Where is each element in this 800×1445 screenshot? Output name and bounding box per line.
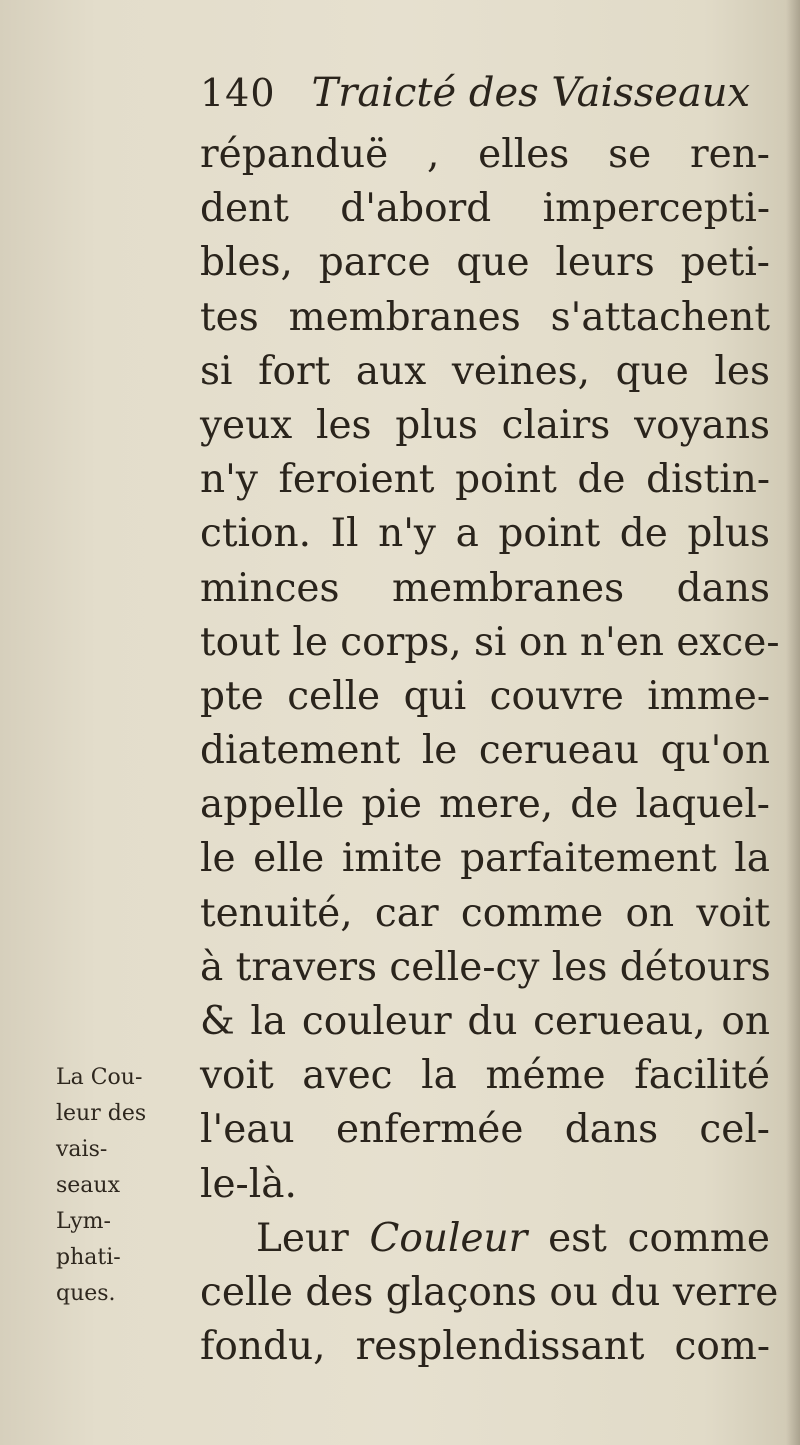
text-line: & la couleur du cerueau, on — [200, 999, 770, 1044]
text-line: répanduë , elles se ren- — [200, 132, 770, 177]
text-line: tes membranes s'attachent — [200, 294, 770, 340]
running-title: Traicté des Vaisseaux — [311, 70, 751, 116]
text-line: n'y feroient point de distin- — [200, 457, 770, 503]
text-line: si fort aux veines, que les — [200, 348, 770, 394]
text-line: diatement le cerueau qu'on — [200, 728, 770, 774]
text-line: à travers celle-cy les détours — [200, 944, 771, 990]
para2-prefix: Leur — [256, 1215, 370, 1261]
page-number: 140 — [200, 71, 276, 115]
margin-note-line: leur des — [56, 1101, 147, 1126]
body-text — [200, 128, 780, 1374]
text-line: tout le corps, si on n'en exce- — [200, 619, 780, 665]
page-header — [200, 70, 760, 130]
margin-note-line: phati- — [56, 1245, 121, 1270]
text-line: yeux les plus clairs voyans — [200, 402, 770, 448]
text-line: celle des glaçons ou du verre — [200, 1269, 779, 1315]
page-edge-shadow — [786, 0, 800, 1445]
margin-note-line: ques. — [56, 1281, 116, 1306]
italic-term: Couleur — [369, 1215, 528, 1261]
margin-note-line: vais- — [56, 1137, 108, 1162]
text-line: l'eau enfermée dans cel- — [200, 1107, 770, 1153]
para2-suffix: est comme — [527, 1215, 770, 1261]
text-line: ction. Il n'y a point de plus — [200, 511, 770, 557]
margin-note — [56, 1060, 176, 1312]
text-line: voit avec la méme facilité — [200, 1053, 770, 1099]
margin-note-line: seaux — [56, 1173, 121, 1198]
text-line: minces membranes dans — [200, 565, 770, 611]
margin-note-line: La Cou- — [56, 1065, 143, 1090]
text-line: pte celle qui couvre imme- — [200, 673, 770, 719]
text-line: le-là. — [200, 1161, 297, 1207]
text-line: le elle imite parfaitement la — [200, 836, 770, 882]
text-line: fondu, resplendissant com- — [200, 1324, 770, 1370]
text-line: appelle pie mere, de laquel- — [200, 782, 770, 828]
margin-note-line: Lym- — [56, 1209, 111, 1234]
text-line: dent d'abord impercepti- — [200, 186, 770, 232]
text-line: tenuité, car comme on voit — [200, 890, 770, 936]
paragraph-start-line — [200, 1212, 770, 1266]
text-line: bles, parce que leurs peti- — [200, 240, 770, 286]
